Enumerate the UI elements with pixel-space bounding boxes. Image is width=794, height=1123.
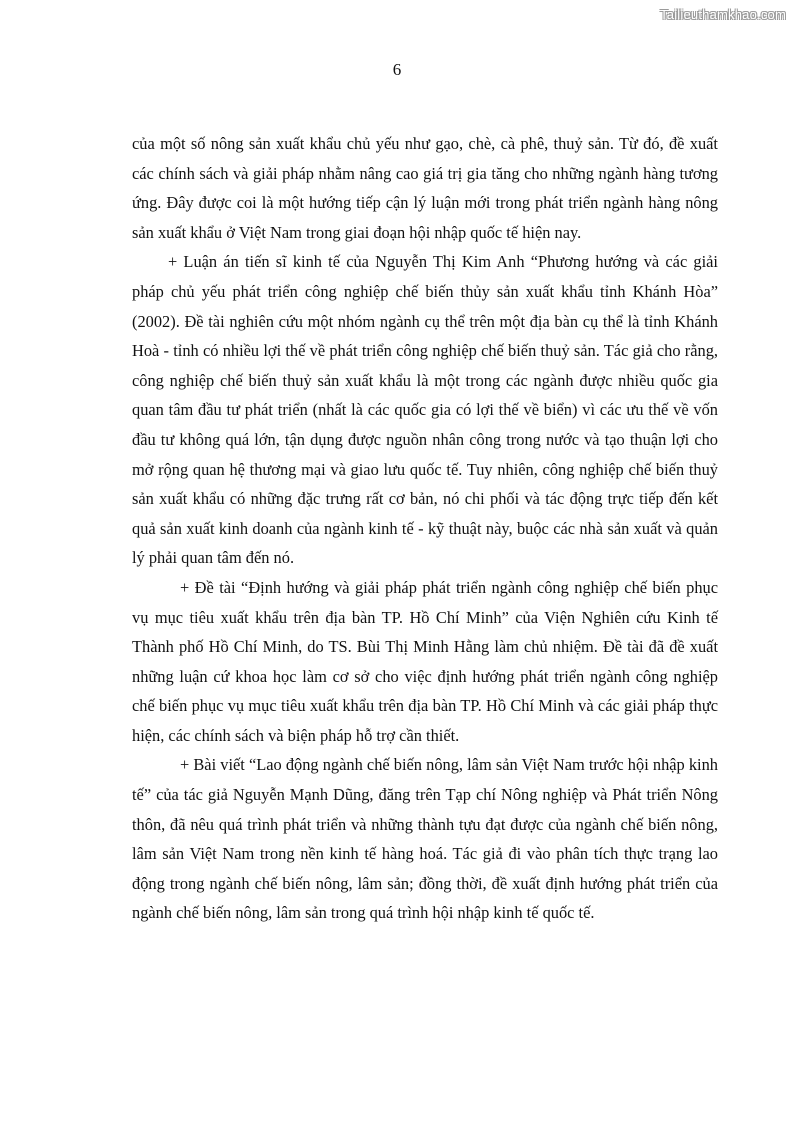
paragraph-article-labor: + Bài viết “Lao động ngành chế biến nông, lâm sản Việt Nam trước hội nhập kinh tế” của tác giả Nguyễn Mạnh Dũng, đăng trên Tạp chí Nông nghiệp và Phát triển Nông thôn, đã nêu quá trình phát triển và những thành tựu đạt được của ngành chế biến nông, lâm sản Việt Nam trong nền kinh tế hàng hoá. Tác giả đi vào phân tích thực trạng lao động trong ngành chế biến nông, lâm sản; đồng thời, đề xuất định hướng phát triển của ngành chế biến nông, lâm sản trong quá trình hội nhập kinh tế quốc tế. bbox=[132, 755, 718, 923]
paragraph-continuation: của một số nông sản xuất khẩu chủ yếu như gạo, chè, cà phê, thuỷ sản. Từ đó, đề xuất các chính sách và giải pháp nhằm nâng cao giá trị gia tăng cho những ngành hàng tương ứng. Đây được coi là một hướng tiếp cận lý luận mới trong phát triển ngành hàng nông sản xuất khẩu ở Việt Nam trong giai đoạn hội nhập quốc tế hiện nay. bbox=[132, 134, 718, 242]
document-body bbox=[132, 129, 718, 928]
paragraph-thesis-khanh-hoa: + Luận án tiến sĩ kinh tế của Nguyễn Thị Kim Anh “Phương hướng và các giải pháp chủ yếu phát triển công nghiệp chế biến thủy sản xuất khẩu tỉnh Khánh Hòa” (2002). Đề tài nghiên cứu một nhóm ngành cụ thể trên một địa bàn cụ thể là tỉnh Khánh Hoà - tỉnh có nhiều lợi thế về phát triển công nghiệp chế biến thuỷ sản. Tác giả cho rằng, công nghiệp chế biến thuỷ sản xuất khẩu là một trong các ngành được nhiều quốc gia quan tâm đầu tư phát triển (nhất là các quốc gia có lợi thế về biển) vì các ưu thế về vốn đầu tư không quá lớn, tận dụng được nguồn nhân công trong nước và tạo thuận lợi cho mở rộng quan hệ thương mại và giao lưu quốc tế. Tuy nhiên, công nghiệp chế biến thuỷ sản xuất khẩu có những đặc trưng rất cơ bản, nó chi phối và tác động trực tiếp đến kết quả sản xuất kinh doanh của ngành kinh tế - kỹ thuật này, buộc các nhà sản xuất và quản lý phải quan tâm đến nó. bbox=[132, 252, 718, 568]
site-watermark: Tailieuthamkhao.com bbox=[660, 7, 786, 22]
page-number: 6 bbox=[392, 60, 402, 79]
paragraph-project-hcmc: + Đề tài “Định hướng và giải pháp phát triển ngành công nghiệp chế biến phục vụ mục tiêu xuất khẩu trên địa bàn TP. Hồ Chí Minh” của Viện Nghiên cứu Kinh tế Thành phố Hồ Chí Minh, do TS. Bùi Thị Minh Hằng làm chủ nhiệm. Đề tài đã đề xuất những luận cứ khoa học làm cơ sở cho việc định hướng phát triển ngành công nghiệp chế biến phục vụ mục tiêu xuất khẩu trên địa bàn TP. Hồ Chí Minh và các giải pháp thực hiện, các chính sách và biện pháp hỗ trợ cần thiết. bbox=[132, 577, 718, 745]
